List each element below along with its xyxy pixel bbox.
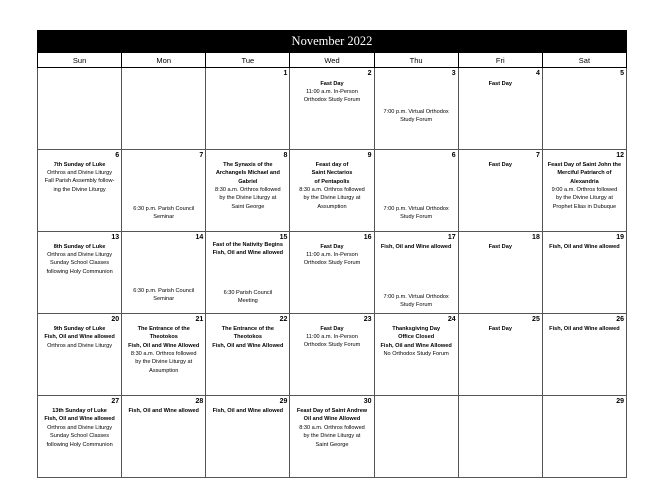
week-row [38, 232, 627, 314]
day-cell [542, 232, 626, 314]
event-detail: 7:00 p.m. Virtual Orthodox Study Forum [383, 294, 449, 309]
day-cell [206, 396, 290, 478]
event-title: Fish, Oil and Wine allowed [549, 326, 620, 332]
event-detail: Orthros and Divine Liturgy Sunday School Classes following Holy Communion [46, 252, 113, 275]
event-title: Fast Day [488, 244, 512, 250]
event-detail: 8:30 a.m. Orthros followed by the Divine Liturgy at Saint George [215, 187, 281, 210]
day-number: 21 [195, 316, 204, 323]
day-cell [38, 150, 122, 232]
day-cell [38, 314, 122, 396]
day-cell [206, 150, 290, 232]
event-detail: Orthros and Divine Liturgy [47, 343, 113, 349]
day-number: 3 [451, 70, 456, 77]
day-cell [374, 232, 458, 314]
day-cell [458, 232, 542, 314]
day-cell [122, 232, 206, 314]
title-bar-edge [623, 44, 627, 53]
day-number: 5 [620, 70, 624, 77]
event-detail: Orthros and Divine Liturgy Sunday School Classes following Holy Communion [46, 425, 113, 448]
event-title: Thanksgiving Day Office Closed Fish, Oil and Wine Allowed [380, 326, 452, 349]
day-number: 16 [363, 234, 372, 241]
event-detail: 8:30 a.m. Orthros followed by the Divine Liturgy at Assumption [299, 187, 365, 210]
event-detail: 6:30 p.m. Parish Council Seminar [133, 206, 195, 221]
day-cell [206, 314, 290, 396]
day-cell [458, 150, 542, 232]
event-detail: 11:00 a.m. In-Person Orthodox Study Forum [303, 334, 361, 349]
day-number: 7 [199, 152, 204, 159]
event-title: Fast Day [320, 81, 344, 87]
day-number: 8 [283, 152, 288, 159]
week-row [38, 396, 627, 478]
event-title: 13th Sunday of Luke Fish, Oil and Wine allowed [44, 408, 115, 423]
day-cell [38, 396, 122, 478]
day-number: 6 [115, 152, 120, 159]
day-number: 17 [447, 234, 456, 241]
day-number: 25 [532, 316, 540, 323]
day-cell [458, 396, 542, 478]
event-detail: 6:30 p.m. Parish Council Seminar [133, 288, 195, 303]
day-number: 24 [447, 316, 456, 323]
event-detail: 11:00 a.m. In-Person Orthodox Study Forum [303, 252, 361, 267]
day-number: 4 [535, 70, 540, 77]
weekday-header: Tue [206, 53, 290, 68]
day-cell [374, 396, 458, 478]
event-title: Feast Day of Saint Andrew Oil and Wine Allowed [296, 408, 368, 423]
week-row [38, 150, 627, 232]
day-cell [458, 68, 542, 150]
event-title: Feast Day of Saint John the Merciful Patriarch of Alexandria [547, 162, 622, 185]
event-title: Fish, Oil and Wine allowed [128, 408, 199, 414]
calendar-body [38, 68, 627, 478]
day-number: 29 [616, 398, 624, 405]
event-title: Fast Day [488, 326, 512, 332]
day-number: 22 [279, 316, 288, 323]
day-cell [542, 314, 626, 396]
day-number: 18 [532, 234, 540, 241]
event-title: Fast Day [320, 326, 344, 332]
day-number: 2 [367, 70, 372, 77]
day-number: 23 [363, 316, 372, 323]
event-title: 7th Sunday of Luke [53, 162, 106, 168]
day-number: 15 [279, 234, 288, 241]
day-cell [122, 150, 206, 232]
event-title: Fast Day [488, 162, 512, 168]
day-cell [206, 68, 290, 150]
event-detail: 7:00 p.m. Virtual Orthodox Study Forum [383, 109, 449, 124]
week-row [38, 314, 627, 396]
weekday-header: Sat [542, 53, 626, 68]
event-title: The Entrance of the Theotokos Fish, Oil and Wine Allowed [212, 326, 284, 349]
event-title: 9th Sunday of Luke Fish, Oil and Wine allowed [44, 326, 115, 341]
event-detail: 8:30 a.m. Orthros followed by the Divine Liturgy at Saint George [299, 425, 365, 448]
day-number: 6 [451, 152, 456, 159]
event-detail: 8:30 a.m. Orthros followed by the Divine Liturgy at Assumption [130, 351, 197, 374]
day-cell [290, 232, 374, 314]
day-number: 12 [616, 152, 624, 159]
event-title: Fast Day [320, 244, 344, 250]
day-cell [290, 396, 374, 478]
event-title: Fish, Oil and Wine allowed [212, 408, 284, 414]
calendar-title: November 2022 [37, 30, 627, 53]
event-title: Fish, Oil and Wine allowed [549, 244, 620, 250]
day-cell [290, 68, 374, 150]
day-number: 20 [111, 316, 120, 323]
weekday-header: Thu [374, 53, 458, 68]
day-cell [290, 150, 374, 232]
day-cell [542, 396, 626, 478]
day-number: 1 [283, 70, 288, 77]
event-title: Feast day of Saint Nectarios of Pentapolis [311, 162, 353, 185]
event-detail: 7:00 p.m. Virtual Orthodox Study Forum [383, 206, 449, 221]
weekday-header: Wed [290, 53, 374, 68]
day-cell [122, 396, 206, 478]
day-cell [38, 68, 122, 150]
day-cell [122, 68, 206, 150]
day-number: 13 [111, 234, 120, 241]
day-number: 14 [195, 234, 204, 241]
weekday-header: Mon [122, 53, 206, 68]
day-number: 29 [279, 398, 288, 405]
day-number: 27 [111, 398, 120, 405]
event-detail: 11:00 a.m. In-Person Orthodox Study Forum [303, 89, 361, 104]
event-title: 8th Sunday of Luke [53, 244, 106, 250]
day-cell [206, 232, 290, 314]
weekday-header-row [38, 53, 627, 68]
day-cell [374, 150, 458, 232]
day-cell [38, 232, 122, 314]
day-cell [542, 68, 626, 150]
event-title: Fish, Oil and Wine allowed [380, 244, 452, 250]
day-cell [290, 314, 374, 396]
weekday-header: Sun [38, 53, 122, 68]
day-number: 19 [616, 234, 624, 241]
day-cell [458, 314, 542, 396]
day-cell [542, 150, 626, 232]
event-title: Fast Day [488, 81, 512, 87]
event-title: Fast of the Nativity Begins Fish, Oil and Wine allowed [212, 242, 284, 257]
day-number: 30 [363, 398, 372, 405]
event-detail: 6:30 Parish Council Meeting [223, 290, 273, 305]
event-title: The Synaxis of the Archangels Michael and Gabriel [215, 162, 280, 185]
calendar-grid [37, 53, 627, 478]
day-number: 7 [535, 152, 540, 159]
day-number: 28 [195, 398, 204, 405]
day-cell [374, 68, 458, 150]
week-row [38, 68, 627, 150]
day-cell [374, 314, 458, 396]
event-detail: 9:00 a.m. Orthros followed by the Divine Liturgy at Prophet Elias in Dubuque [551, 187, 618, 210]
event-detail: No Orthodox Study Forum [383, 351, 449, 357]
event-detail: Orthros and Divine Liturgy Fall Parish Assembly follow- ing the Divine Liturgy [44, 170, 115, 193]
weekday-header: Fri [458, 53, 542, 68]
day-cell [122, 314, 206, 396]
day-number: 26 [616, 316, 624, 323]
event-title: The Entrance of the Theotokos Fish, Oil and Wine Allowed [128, 326, 200, 349]
day-number: 9 [367, 152, 372, 159]
